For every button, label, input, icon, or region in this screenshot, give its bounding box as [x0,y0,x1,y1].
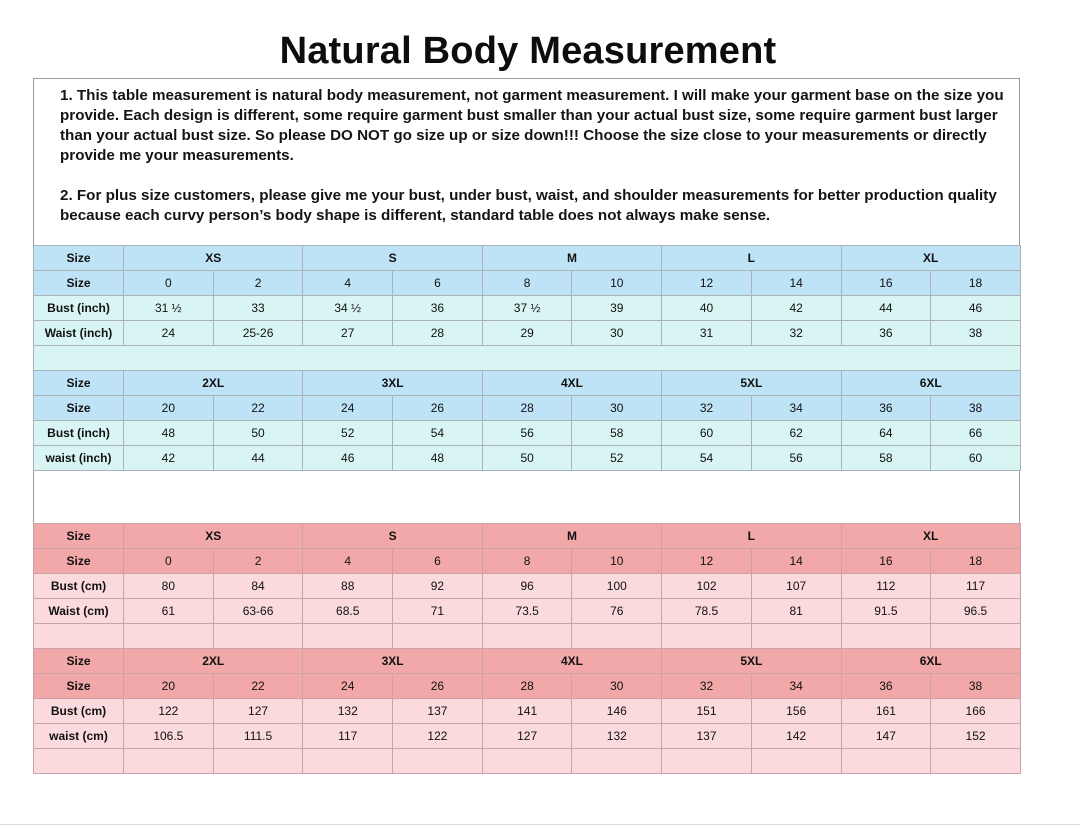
table-cell: 132 [572,724,662,749]
table-cell: 122 [124,699,214,724]
page-bottom-divider [0,824,1080,825]
table-cell: 92 [393,574,483,599]
table-cell: 60 [662,421,752,446]
table-cell: 151 [662,699,752,724]
table-cell: 28 [482,674,572,699]
size-group-cell: 6XL [841,649,1020,674]
table-cell: 56 [482,421,572,446]
table-cell: 39 [572,296,662,321]
empty-cell [662,749,752,774]
table-cell: 22 [213,396,303,421]
inch-block2-size-group-row [34,371,1021,396]
empty-cell [393,624,483,649]
size-group-cell: M [482,246,661,271]
table-cell: 111.5 [213,724,303,749]
empty-cell [931,749,1021,774]
size-group-cell: 2XL [124,649,303,674]
empty-cell [393,749,483,774]
table-cell: 34 [751,674,841,699]
row-label: Size [34,371,124,396]
row-label: Size [34,649,124,674]
table-cell: 40 [662,296,752,321]
table-cell: 117 [931,574,1021,599]
table-cell: 78.5 [662,599,752,624]
table-row [34,396,1021,421]
size-group-cell: 3XL [303,649,482,674]
size-group-cell: 2XL [124,371,303,396]
size-group-cell: XL [841,524,1020,549]
table-cell: 66 [931,421,1021,446]
table-cell: 36 [841,321,931,346]
row-label: Size [34,674,124,699]
size-group-cell: M [482,524,661,549]
size-group-cell: 4XL [482,649,661,674]
table-cell: 112 [841,574,931,599]
table-cell: 48 [393,446,483,471]
table-cell: 32 [662,674,752,699]
empty-cell [841,624,931,649]
row-label: Size [34,549,124,574]
table-cell: 16 [841,549,931,574]
table-cell: 161 [841,699,931,724]
table-cell: 127 [213,699,303,724]
size-group-cell: S [303,524,482,549]
table-cell: 34 ½ [303,296,393,321]
row-label: Bust (cm) [34,699,124,724]
table-cell: 36 [393,296,483,321]
table-cell: 142 [751,724,841,749]
spacer-row [34,624,1021,649]
table-cell: 10 [572,549,662,574]
table-cell: 14 [751,271,841,296]
empty-cell [841,749,931,774]
table-cell: 4 [303,549,393,574]
table-cell: 64 [841,421,931,446]
table-cell: 18 [931,549,1021,574]
table-cell: 34 [751,396,841,421]
size-group-cell: XS [124,524,303,549]
table-cell: 88 [303,574,393,599]
size-group-cell: 5XL [662,649,841,674]
table-cell: 29 [482,321,572,346]
table-cell: 61 [124,599,214,624]
row-label: Size [34,271,124,296]
table-cell: 38 [931,674,1021,699]
table-cell: 18 [931,271,1021,296]
table-cell: 96 [482,574,572,599]
note-1: 1. This table measurement is natural body measurement, not garment measurement. I will make your garment base on the size you provide. Each design is different, some require garment bust smaller than your actual bust size, some require garment bust larger than your actual bust size. So please DO NOT go size up or size down!!! Choose the size close to your measurements or directly provide me your measurements. [60,87,1004,164]
table-cell: 20 [124,396,214,421]
table-cell: 12 [662,549,752,574]
table-cell: 62 [751,421,841,446]
table-cell: 132 [303,699,393,724]
table-cell: 146 [572,699,662,724]
table-row [34,549,1021,574]
table-row [34,574,1021,599]
table-cell: 0 [124,271,214,296]
empty-cell [482,624,572,649]
row-label: Waist (cm) [34,599,124,624]
table-cell: 46 [303,446,393,471]
empty-cell [34,624,124,649]
spacer-row [34,749,1021,774]
table-cell: 38 [931,396,1021,421]
size-group-cell: 3XL [303,371,482,396]
table-cell: 80 [124,574,214,599]
empty-cell [482,749,572,774]
table-cell: 152 [931,724,1021,749]
size-group-cell: L [662,524,841,549]
row-label: waist (inch) [34,446,124,471]
table-cell: 73.5 [482,599,572,624]
table-cell: 2 [213,271,303,296]
table-row [34,321,1021,346]
table-cell: 30 [572,321,662,346]
empty-cell [124,749,214,774]
table-cell: 24 [124,321,214,346]
cm-block1-size-group-row [34,524,1021,549]
table-cell: 24 [303,396,393,421]
table-cell: 6 [393,271,483,296]
empty-cell [572,624,662,649]
table-cell: 0 [124,549,214,574]
table-cell: 8 [482,271,572,296]
table-cell: 30 [572,396,662,421]
table-cell: 63-66 [213,599,303,624]
table-cell: 31 [662,321,752,346]
empty-cell [34,749,124,774]
empty-cell [751,749,841,774]
empty-cell [662,624,752,649]
table-cell: 54 [662,446,752,471]
table-cell: 33 [213,296,303,321]
table-cell: 4 [303,271,393,296]
table-cell: 28 [482,396,572,421]
table-cell: 166 [931,699,1021,724]
table-cell: 16 [841,271,931,296]
table-cell: 68.5 [303,599,393,624]
table-cell: 32 [751,321,841,346]
spacer-row [34,346,1021,371]
table-cell: 48 [124,421,214,446]
table-cell: 46 [931,296,1021,321]
table-cell: 52 [303,421,393,446]
row-label: waist (cm) [34,724,124,749]
table-cell: 60 [931,446,1021,471]
table-cell: 37 ½ [482,296,572,321]
cm-size-table [33,523,1021,774]
table-cell: 122 [393,724,483,749]
table-cell: 8 [482,549,572,574]
table-cell: 26 [393,674,483,699]
row-label: Bust (inch) [34,421,124,446]
notes [60,86,1010,226]
table-cell: 42 [124,446,214,471]
table-cell: 24 [303,674,393,699]
table-cell: 44 [841,296,931,321]
table-cell: 100 [572,574,662,599]
empty-cell [572,749,662,774]
empty-cell [931,624,1021,649]
table-cell: 6 [393,549,483,574]
row-label: Size [34,524,124,549]
table-cell: 52 [572,446,662,471]
table-cell: 26 [393,396,483,421]
size-group-cell: L [662,246,841,271]
row-label: Bust (cm) [34,574,124,599]
table-cell: 137 [662,724,752,749]
table-cell: 71 [393,599,483,624]
table-row [34,446,1021,471]
table-cell: 31 ½ [124,296,214,321]
table-row [34,421,1021,446]
row-label: Waist (inch) [34,321,124,346]
size-group-cell: 4XL [482,371,661,396]
empty-cell [751,624,841,649]
table-cell: 54 [393,421,483,446]
table-cell: 102 [662,574,752,599]
table-row [34,296,1021,321]
size-group-cell: XS [124,246,303,271]
row-label: Size [34,396,124,421]
size-group-cell: 6XL [841,371,1020,396]
table-cell: 38 [931,321,1021,346]
table-cell: 10 [572,271,662,296]
table-cell: 147 [841,724,931,749]
table-cell: 30 [572,674,662,699]
table-cell: 27 [303,321,393,346]
table-row [34,674,1021,699]
table-cell: 56 [751,446,841,471]
table-row [34,271,1021,296]
table-cell: 2 [213,549,303,574]
table-cell: 22 [213,674,303,699]
table-cell: 44 [213,446,303,471]
table-cell: 137 [393,699,483,724]
empty-cell [303,624,393,649]
table-cell: 20 [124,674,214,699]
table-cell: 50 [213,421,303,446]
table-row [34,699,1021,724]
table-cell: 14 [751,549,841,574]
table-cell: 76 [572,599,662,624]
row-label: Bust (inch) [34,296,124,321]
table-cell: 84 [213,574,303,599]
cm-block2-size-group-row [34,649,1021,674]
size-group-cell: XL [841,246,1020,271]
table-cell: 81 [751,599,841,624]
table-cell: 32 [662,396,752,421]
table-cell: 141 [482,699,572,724]
table-cell: 42 [751,296,841,321]
inch-size-table [33,245,1021,471]
table-cell: 36 [841,674,931,699]
size-group-cell: S [303,246,482,271]
table-cell: 117 [303,724,393,749]
empty-cell [303,749,393,774]
table-cell: 96.5 [931,599,1021,624]
table-cell: 25-26 [213,321,303,346]
table-cell: 36 [841,396,931,421]
table-cell: 107 [751,574,841,599]
table-row [34,724,1021,749]
table-row [34,599,1021,624]
empty-cell [124,624,214,649]
table-cell: 28 [393,321,483,346]
table-cell: 91.5 [841,599,931,624]
row-label: Size [34,246,124,271]
table-cell: 50 [482,446,572,471]
page-title: Natural Body Measurement [279,30,777,72]
inch-block1-size-group-row [34,246,1021,271]
table-cell: 106.5 [124,724,214,749]
table-cell: 12 [662,271,752,296]
table-cell: 127 [482,724,572,749]
empty-cell [213,749,303,774]
size-group-cell: 5XL [662,371,841,396]
empty-cell [213,624,303,649]
table-cell: 58 [841,446,931,471]
note-2: 2. For plus size customers, please give me your bust, under bust, waist, and shoulder measurements for better production quality because each curvy person’s body shape is different, standard table does not always make sense. [60,187,997,224]
table-cell: 58 [572,421,662,446]
table-cell: 156 [751,699,841,724]
